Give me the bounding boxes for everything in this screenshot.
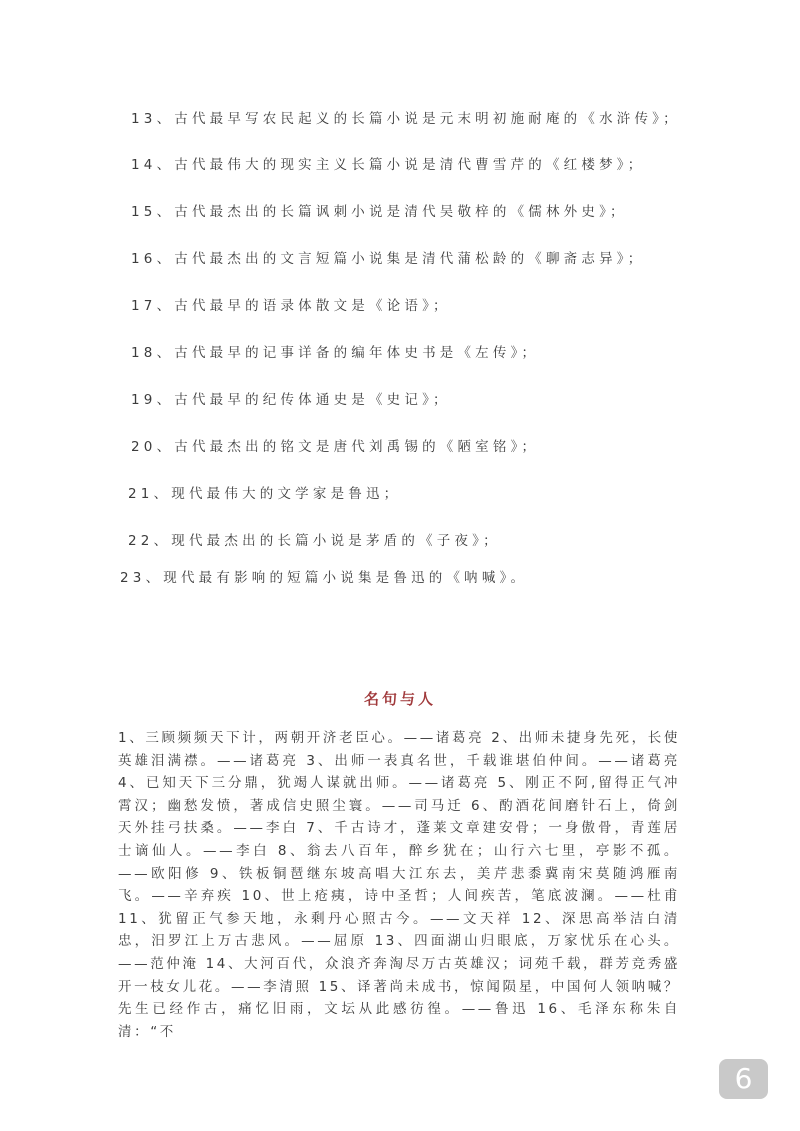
list-item-23: 23、现代最有影响的短篇小说集是鲁迅的《呐喊》。 [120, 570, 529, 586]
list-item-20: 20、古代最杰出的铭文是唐代刘禹锡的《陋室铭》； [131, 439, 540, 455]
famous-quotes-paragraph: 1、三顾频频天下计，两朝开济老臣心。——诸葛亮 2、出师未捷身先死，长使英雄泪满襟。——诸葛亮 3、出师一表真名世，千载谁堪伯仲间。——诸葛亮 4、已知天下三分鼎，犹竭人谋就出师。——诸葛亮 5、刚正不阿,留得正气冲霄汉；幽愁发愤，著成信史照尘寰。——司马迁 6、酌酒花间磨针石上，倚剑天外挂弓扶桑。——李白 7、千古诗才，蓬莱文章建安骨；一身傲骨，青莲居士谪仙人。——李白 8、翁去八百年，醉乡犹在；山行六七里，亭影不孤。——欧阳修 9、铁板铜琶继东坡高唱大江东去，美芹悲黍冀南宋莫随鸿雁南飞。——辛弃疾 10、世上疮痍，诗中圣哲；人间疾苦，笔底波澜。——杜甫 11、犹留正气参天地，永剩丹心照古今。——文天祥 12、深思高举洁白清忠，汨罗江上万古悲风。——屈原 13、四面湖山归眼底，万家忧乐在心头。——范仲淹 14、大河百代，众浪齐奔淘尽万古英雄汉；词苑千载，群芳竞秀盛开一枝女儿花。——李清照 15、译著尚未成书，惊闻陨星，中国何人领呐喊？先生已经作古，痛忆旧雨，文坛从此感彷徨。——鲁迅 16、毛泽东称朱自清：“不 [118, 730, 680, 1040]
list-item-14: 14、古代最伟大的现实主义长篇小说是清代曹雪芹的《红楼梦》； [131, 157, 646, 173]
list-item-22: 22、现代最杰出的长篇小说是茅盾的《子夜》； [128, 533, 501, 549]
list-item-16: 16、古代最杰出的文言短篇小说集是清代蒲松龄的《聊斋志异》； [131, 251, 646, 267]
list-item-21: 21、现代最伟大的文学家是鲁迅； [128, 486, 402, 502]
page-number-badge: 6 [719, 1059, 768, 1099]
list-item-13: 13、古代最早写农民起义的长篇小说是元末明初施耐庵的《水浒传》； [131, 111, 681, 127]
section-title: 名句与人 [363, 690, 436, 708]
list-item-15: 15、古代最杰出的长篇讽刺小说是清代吴敬梓的《儒林外史》； [131, 204, 628, 220]
list-item-19: 19、古代最早的纪传体通史是《史记》； [131, 392, 451, 408]
list-item-17: 17、古代最早的语录体散文是《论语》； [131, 298, 451, 314]
list-item-18: 18、古代最早的记事详备的编年体史书是《左传》； [131, 345, 540, 361]
